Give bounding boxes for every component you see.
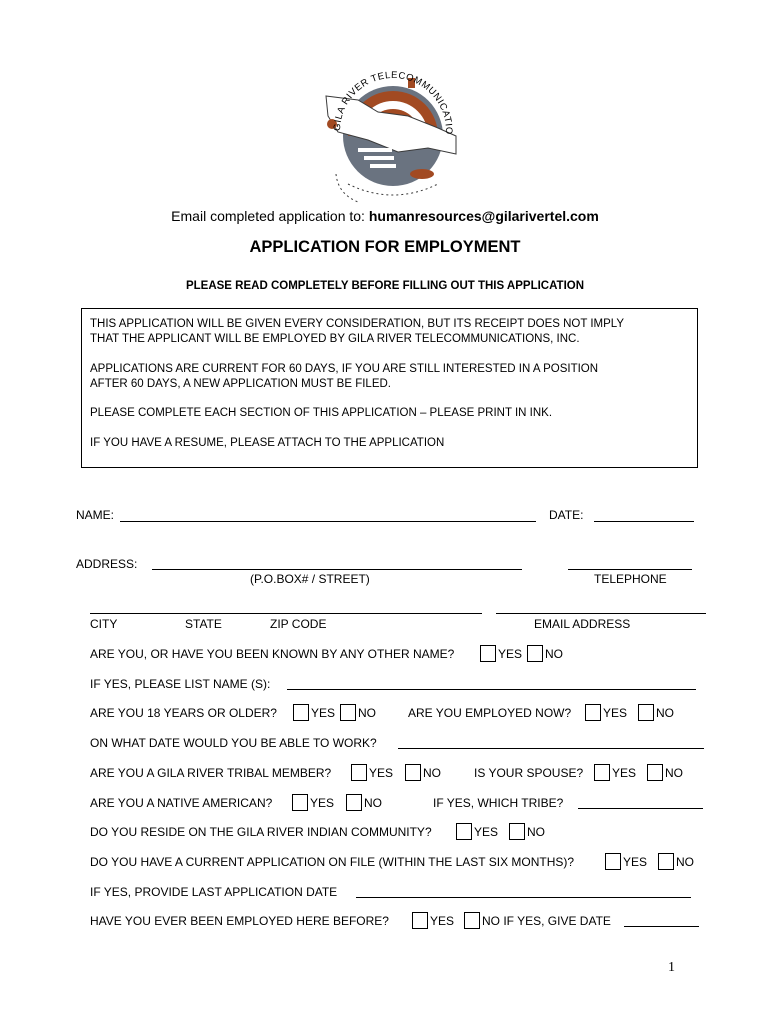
notice-p2-line1: APPLICATIONS ARE CURRENT FOR 60 DAYS, IF YOU ARE STILL INTERESTED IN A POSITION [90,363,599,375]
company-logo [318,56,468,206]
native-american-yes-label: YES [310,796,335,810]
other-name-no-label: NO [545,647,563,661]
tribal-member-yes-label: YES [369,766,394,780]
native-american-yes-checkbox[interactable] [292,794,308,811]
address-field[interactable] [152,569,522,570]
employed-before-question: HAVE YOU EVER BEEN EMPLOYED HERE BEFORE? [90,914,389,928]
employed-before-no-checkbox[interactable] [464,912,480,929]
employed-before-yes-label: YES [430,914,455,928]
age18-no-checkbox[interactable] [340,704,356,721]
other-name-yes-checkbox[interactable] [480,645,496,662]
current-app-yes-label: YES [623,855,648,869]
other-name-question: ARE YOU, OR HAVE YOU BEEN KNOWN BY ANY OTHER NAME? [90,647,455,661]
email-caption: EMAIL ADDRESS [534,617,631,631]
last-app-date-question: IF YES, PROVIDE LAST APPLICATION DATE [90,885,338,899]
current-app-no-label: NO [676,855,694,869]
email-address-link[interactable]: humanresources@gilarivertel.com [368,208,599,224]
notice-p1-line2: THAT THE APPLICANT WILL BE EMPLOYED BY GILA RIVER TELECOMMUNICATIONS, INC. [90,333,580,345]
name-label: NAME: [76,508,115,522]
spouse-yes-label: YES [612,766,637,780]
notice-p2-line2: AFTER 60 DAYS, A NEW APPLICATION MUST BE FILED. [90,378,391,390]
employed-now-no-label: NO [656,706,674,720]
employed-before-date-field[interactable] [624,926,699,927]
tribal-member-yes-checkbox[interactable] [351,764,367,781]
list-name-question: IF YES, PLEASE LIST NAME (S): [90,677,271,691]
city-state-zip-field[interactable] [90,613,482,614]
reside-no-checkbox[interactable] [509,823,525,840]
notice-p4: IF YOU HAVE A RESUME, PLEASE ATTACH TO THE APPLICATION [90,437,445,449]
employed-now-no-checkbox[interactable] [638,704,654,721]
po-box-caption: (P.O.BOX# / STREET) [250,572,370,586]
other-name-yes-label: YES [498,647,523,661]
address-label: ADDRESS: [76,557,138,571]
email-address-field[interactable] [496,613,706,614]
email-prefix: Email completed application to: [171,208,369,224]
reside-yes-checkbox[interactable] [456,823,472,840]
reside-yes-label: YES [474,825,499,839]
list-name-field[interactable] [287,689,696,690]
age18-yes-label: YES [311,706,336,720]
date-field[interactable] [594,521,694,522]
email-instruction [0,208,770,224]
city-caption: CITY [90,617,118,631]
spouse-question: IS YOUR SPOUSE? [474,766,584,780]
page-number: 1 [668,960,675,975]
page-title: APPLICATION FOR EMPLOYMENT [249,238,521,256]
employed-now-yes-label: YES [603,706,628,720]
employed-before-yes-checkbox[interactable] [412,912,428,929]
logo-arc-text: GILA RIVER TELECOMMUNICATIO [331,69,455,135]
notice-p3: PLEASE COMPLETE EACH SECTION OF THIS APPLICATION – PLEASE PRINT IN INK. [90,407,553,419]
work-date-question: ON WHAT DATE WOULD YOU BE ABLE TO WORK? [90,736,377,750]
notice-box [81,308,698,468]
current-app-question: DO YOU HAVE A CURRENT APPLICATION ON FILE (WITHIN THE LAST SIX MONTHS)? [90,855,575,869]
age18-no-label: NO [358,706,376,720]
current-app-yes-checkbox[interactable] [605,853,621,870]
reside-question: DO YOU RESIDE ON THE GILA RIVER INDIAN COMMUNITY? [90,825,432,839]
employed-now-yes-checkbox[interactable] [585,704,601,721]
age18-yes-checkbox[interactable] [293,704,309,721]
state-caption: STATE [185,617,222,631]
telephone-caption: TELEPHONE [594,572,667,586]
spouse-no-label: NO [665,766,683,780]
spouse-yes-checkbox[interactable] [594,764,610,781]
tribal-member-question: ARE YOU A GILA RIVER TRIBAL MEMBER? [90,766,332,780]
name-field[interactable] [120,521,536,522]
which-tribe-field[interactable] [578,808,703,809]
native-american-no-checkbox[interactable] [346,794,362,811]
notice-p1-line1: THIS APPLICATION WILL BE GIVEN EVERY CONSIDERATION, BUT ITS RECEIPT DOES NOT IMPLY [90,318,625,330]
page-subtitle: PLEASE READ COMPLETELY BEFORE FILLING OUT THIS APPLICATION [185,280,585,292]
zip-caption: ZIP CODE [270,617,327,631]
native-american-question: ARE YOU A NATIVE AMERICAN? [90,796,273,810]
telephone-field[interactable] [568,569,692,570]
last-app-date-field[interactable] [356,897,691,898]
spouse-no-checkbox[interactable] [647,764,663,781]
current-app-no-checkbox[interactable] [658,853,674,870]
work-date-field[interactable] [398,748,704,749]
employed-now-question: ARE YOU EMPLOYED NOW? [408,706,572,720]
age18-question: ARE YOU 18 YEARS OR OLDER? [90,706,277,720]
tribal-member-no-label: NO [423,766,441,780]
other-name-no-checkbox[interactable] [527,645,543,662]
native-american-no-label: NO [364,796,382,810]
employed-before-no-label: NO IF YES, GIVE DATE [482,914,611,928]
which-tribe-question: IF YES, WHICH TRIBE? [433,796,564,810]
reside-no-label: NO [527,825,545,839]
date-label: DATE: [549,508,584,522]
tribal-member-no-checkbox[interactable] [405,764,421,781]
